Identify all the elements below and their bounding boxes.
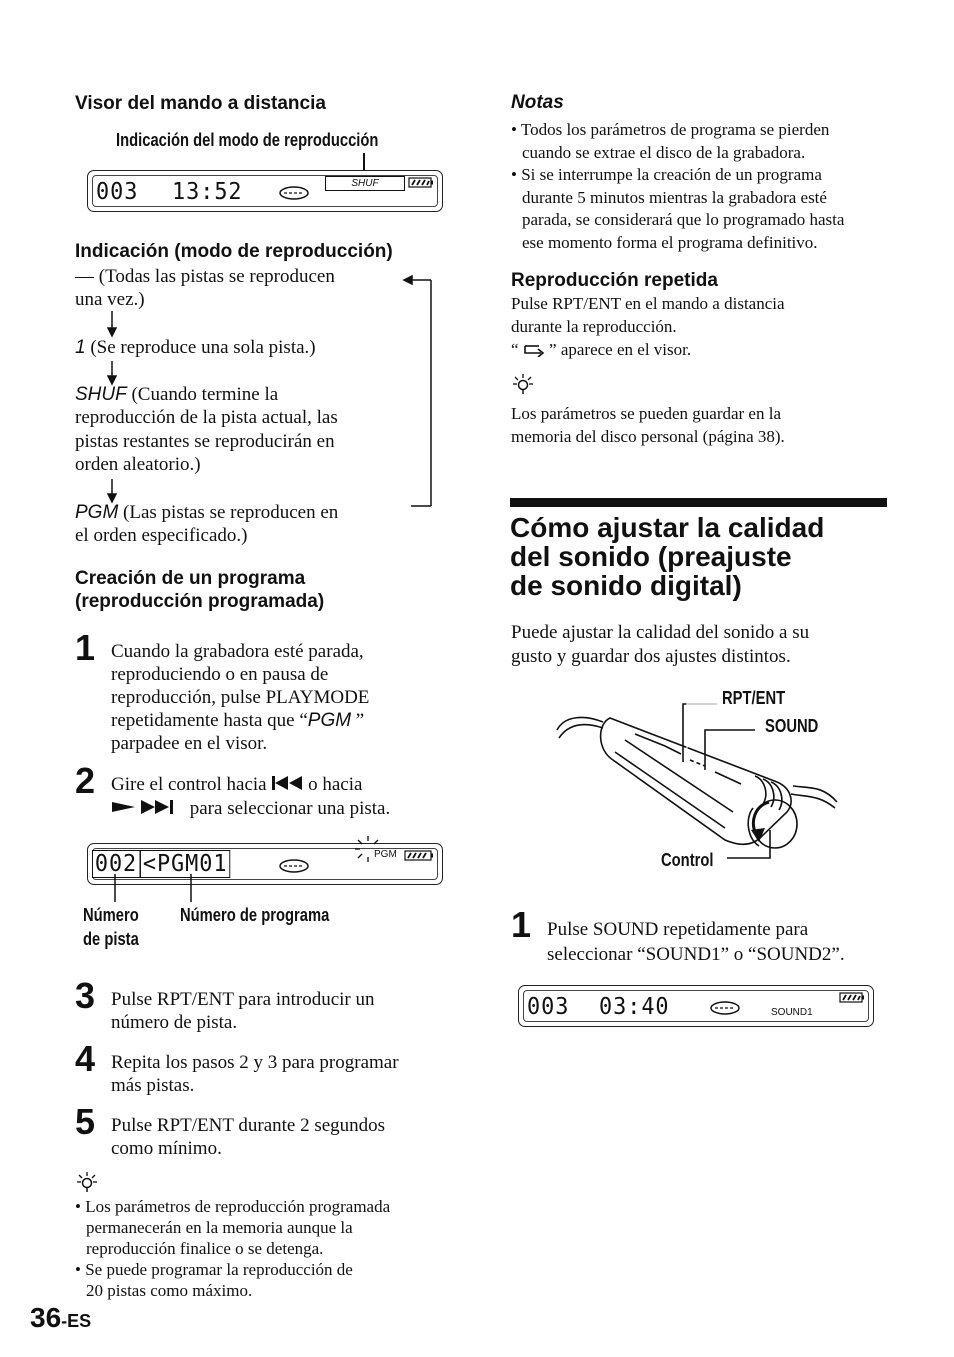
mode-shuf-line1 [75, 383, 278, 406]
repeat-line: Pulse RPT/ENT en el mando a distancia [511, 294, 785, 313]
mode-all-line1: — (Todas las pistas se reproducen [75, 266, 335, 287]
note-line: parada, se considerará que lo programado hasta [522, 210, 845, 229]
page-number [30, 1302, 91, 1334]
mode-one-symbol: 1 [75, 337, 86, 358]
repeat-icon [523, 343, 545, 357]
tip-text-right [511, 402, 785, 448]
repeat-heading: Reproducción repetida [511, 270, 718, 291]
note-line: cuando se extrae el disco de la grabadora. [522, 142, 806, 162]
battery-icon [408, 177, 434, 188]
mode-all-line2: una vez.) [75, 289, 145, 310]
lcd-display-sound [518, 985, 874, 1027]
mode-pgm-line2: el orden especificado.) [75, 525, 248, 546]
lcd-mode-indicator: SHUF [325, 176, 405, 191]
mode-shuf-symbol: SHUF [75, 384, 127, 405]
tip-line: memoria del disco personal (página 38). [511, 427, 785, 446]
step-number: 2 [75, 760, 96, 801]
section-intro [511, 621, 809, 669]
tip-line: • Se puede programar la reproducción de [75, 1260, 353, 1279]
mode-shuf-line3: pistas restantes se reproducirán en [75, 431, 335, 452]
step-2-text: o hacia [303, 774, 363, 795]
program-heading [75, 567, 324, 613]
quote-close: ” [351, 710, 365, 731]
lcd-time: 03:40 [599, 994, 670, 1020]
section-title [510, 513, 824, 600]
step-4-line: más pistas. [111, 1075, 195, 1096]
intro-line: Puede ajustar la calidad del sonido a su [511, 622, 810, 643]
step-number: 1 [511, 904, 532, 945]
mode-pgm-line1 [75, 501, 338, 524]
repeat-line [511, 338, 785, 361]
disc-icon [278, 185, 310, 201]
mode-one-line [75, 336, 316, 359]
step-5-line: Pulse RPT/ENT durante 2 segundos [111, 1115, 386, 1136]
lcd-mode-indicator: PGM [374, 849, 397, 860]
step-2-text: para seleccionar una pista. [185, 798, 391, 819]
page-number-value: 36 [30, 1302, 62, 1333]
battery-icon [839, 992, 865, 1003]
step-number: 3 [75, 975, 96, 1016]
track-number-label [83, 903, 139, 951]
mode-indication-label: Indicación del modo de reproducción [116, 130, 379, 150]
play-next-track-icon [111, 799, 185, 815]
repeat-text [511, 292, 785, 361]
modes-heading: Indicación (modo de reproducción) [75, 241, 393, 262]
notes-list [511, 119, 844, 254]
callout-lines [100, 872, 210, 906]
step-1-line [111, 709, 369, 732]
step-3-line: Pulse RPT/ENT para introducir un [111, 989, 375, 1010]
tips-list-left [75, 1196, 390, 1301]
lcd-track-number: 003 [527, 994, 570, 1020]
repeat-line-text: ” aparece en el visor. [544, 340, 692, 359]
sound-step-line: Pulse SOUND repetidamente para [547, 919, 809, 940]
disc-icon [278, 858, 310, 874]
remote-display-heading: Visor del mando a distancia [75, 93, 326, 114]
step-5-line: como mínimo. [111, 1138, 222, 1159]
step-4-line: Repita los pasos 2 y 3 para programar [111, 1052, 399, 1073]
step-1-text [111, 640, 369, 755]
mode-pgm-symbol: PGM [75, 502, 119, 523]
section-title-line: de sonido digital) [510, 570, 742, 601]
lcd-sound-indicator: SOUND1 [771, 1007, 813, 1018]
tip-icon [76, 1170, 98, 1194]
repeat-line: durante la reproducción. [511, 317, 677, 336]
lcd-display-shuf [87, 170, 443, 212]
tip-line: permanecerán en la memoria aunque la [86, 1218, 353, 1237]
step-1-line: reproducción, pulse PLAYMODE [111, 687, 370, 708]
battery-icon [404, 850, 434, 861]
pgm-symbol: PGM [307, 710, 352, 731]
lcd-program-number: <PGM01 [140, 850, 230, 878]
section-title-line: del sonido (preajuste [510, 541, 792, 572]
intro-line: gusto y guardar dos ajustes distintos. [511, 646, 791, 667]
sound-step-line: seleccionar “SOUND1” o “SOUND2”. [547, 944, 845, 965]
step-1-line: Cuando la grabadora esté parada, [111, 641, 364, 662]
repeat-line-text: “ [511, 340, 523, 359]
step-2-line2 [111, 797, 390, 820]
track-number-label-line: de pista [83, 929, 139, 949]
step-number: 4 [75, 1038, 96, 1079]
step-3-text [111, 988, 375, 1034]
step-1-line-text: repetidamente hasta que “ [111, 710, 308, 731]
mode-one-text: (Se reproduce una sola pista.) [85, 337, 316, 358]
notes-heading: Notas [511, 92, 564, 113]
page-number-suffix: -ES [61, 1311, 92, 1331]
tip-line: reproducción finalice o se detenga. [86, 1239, 324, 1258]
step-2-text: Gire el control hacia [111, 774, 272, 795]
note-line: • Si se interrumpe la creación de un programa [511, 165, 822, 184]
section-rule [510, 498, 887, 507]
tip-line: Los parámetros se pueden guardar en la [511, 404, 781, 423]
previous-track-icon [271, 775, 303, 791]
mode-shuf-text: (Cuando termine la [126, 384, 279, 405]
rpt-ent-label: RPT/ENT [722, 688, 786, 708]
section-title-line: Cómo ajustar la calidad [510, 512, 825, 543]
lcd-track-number: 002 [92, 850, 140, 878]
sound-step-text [547, 917, 845, 967]
control-label: Control [661, 850, 714, 870]
lcd-track-number: 003 [96, 179, 139, 205]
step-number: 5 [75, 1101, 96, 1142]
disc-icon [709, 1000, 741, 1016]
sound-label: SOUND [765, 716, 819, 736]
note-line: durante 5 minutos mientras la grabadora esté [522, 187, 827, 207]
note-line: • Todos los parámetros de programa se pierden [511, 120, 830, 139]
program-heading-line1: Creación de un programa [75, 568, 306, 589]
tip-line: 20 pistas como máximo. [86, 1281, 253, 1300]
tip-line: • Los parámetros de reproducción programada [75, 1197, 391, 1216]
step-1-line: reproduciendo o en pausa de [111, 664, 329, 685]
mode-shuf-line4: orden aleatorio.) [75, 454, 201, 475]
tip-icon [512, 372, 534, 396]
lcd-time: 13:52 [172, 179, 243, 205]
step-4-text [111, 1051, 399, 1097]
step-1-line: parpadee en el visor. [111, 733, 268, 754]
program-number-label: Número de programa [180, 905, 330, 925]
mode-pgm-text: (Las pistas se reproducen en [118, 502, 339, 523]
step-2-line1 [111, 773, 362, 796]
note-line: ese momento forma el programa definitivo. [522, 232, 818, 252]
step-number: 1 [75, 627, 96, 668]
program-heading-line2: (reproducción programada) [75, 591, 325, 612]
step-3-line: número de pista. [111, 1012, 238, 1033]
track-number-label-line: Número [83, 905, 139, 925]
step-5-text [111, 1114, 385, 1160]
mode-shuf-line2: reproducción de la pista actual, las [75, 407, 338, 428]
